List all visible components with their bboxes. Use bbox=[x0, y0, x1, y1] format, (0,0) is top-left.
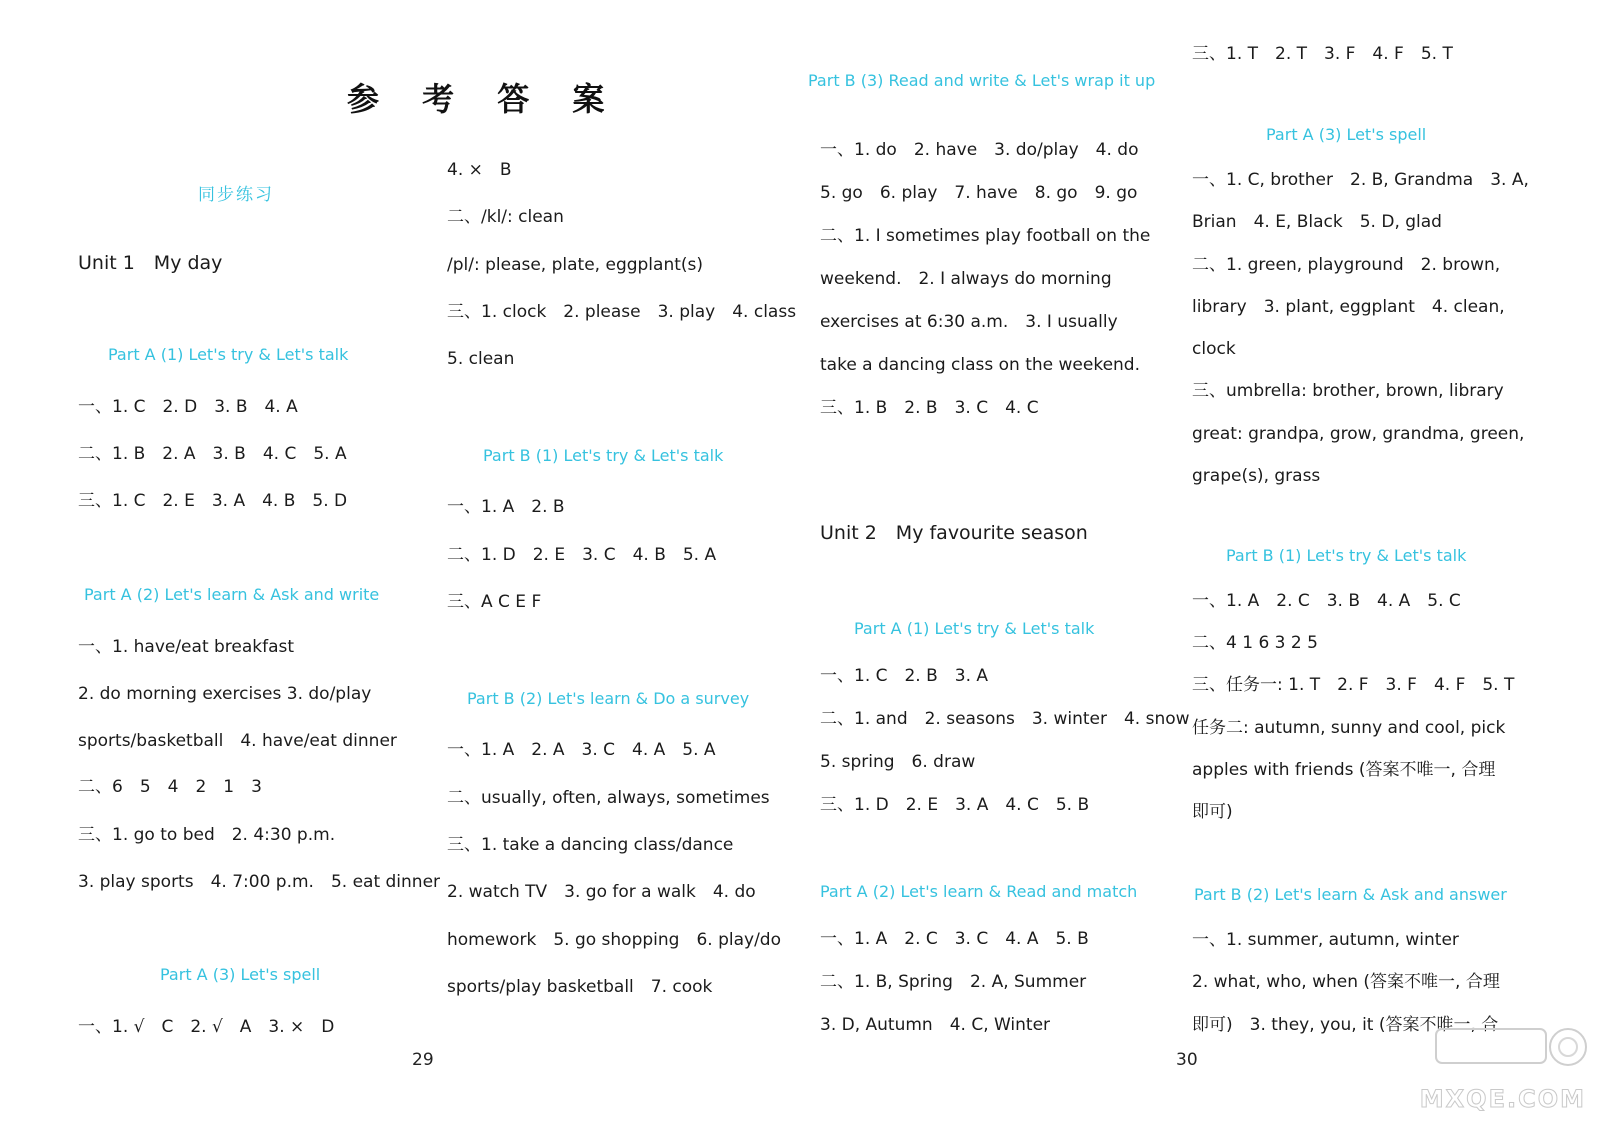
answer-line: 2. what, who, when (答案不唯一, 合理 bbox=[1192, 972, 1500, 992]
answer-line: great: grandpa, grow, grandma, green, bbox=[1192, 424, 1525, 444]
answer-line: exercises at 6:30 a.m. 3. I usually bbox=[820, 312, 1118, 332]
answer-line: 3. play sports 4. 7:00 p.m. 5. eat dinner bbox=[78, 872, 441, 892]
section-header: Part B (1) Let's try & Let's talk bbox=[1226, 546, 1467, 565]
answer-line: 二、1. D 2. E 3. C 4. B 5. A bbox=[447, 545, 717, 565]
answer-line: 任务二: autumn, sunny and cool, pick bbox=[1192, 718, 1506, 738]
answer-line: sports/play basketball 7. cook bbox=[447, 977, 713, 997]
answer-line: 一、1. C, brother 2. B, Grandma 3. A, bbox=[1192, 170, 1529, 190]
answer-line: take a dancing class on the weekend. bbox=[820, 355, 1141, 375]
answer-line: 4. × B bbox=[447, 160, 512, 180]
answer-line: 三、A C E F bbox=[447, 592, 542, 612]
page-title: 参 考 答 案 bbox=[347, 80, 621, 118]
answer-line: weekend. 2. I always do morning bbox=[820, 269, 1112, 289]
answer-line: 二、6 5 4 2 1 3 bbox=[78, 777, 262, 797]
answer-line: library 3. plant, eggplant 4. clean, bbox=[1192, 297, 1505, 317]
section-header: Part A (2) Let's learn & Ask and write bbox=[84, 585, 380, 604]
answer-line: 二、1. and 2. seasons 3. winter 4. snow bbox=[820, 709, 1190, 729]
answer-line: 二、4 1 6 3 2 5 bbox=[1192, 633, 1318, 653]
page-number-left: 29 bbox=[412, 1050, 434, 1070]
answer-line: 二、usually, often, always, sometimes bbox=[447, 788, 770, 808]
answer-line: 一、1. A 2. B bbox=[447, 497, 565, 517]
answer-line: 2. do morning exercises 3. do/play bbox=[78, 684, 372, 704]
answer-line: 2. watch TV 3. go for a walk 4. do bbox=[447, 882, 756, 902]
column-4 bbox=[1192, 0, 1532, 1121]
answer-line: 一、1. A 2. C 3. B 4. A 5. C bbox=[1192, 591, 1461, 611]
answer-line: 一、1. A 2. C 3. C 4. A 5. B bbox=[820, 929, 1089, 949]
answer-line: 二、1. B, Spring 2. A, Summer bbox=[820, 972, 1087, 992]
answer-line: grape(s), grass bbox=[1192, 466, 1321, 486]
answer-line: Brian 4. E, Black 5. D, glad bbox=[1192, 212, 1442, 232]
answer-line: 3. D, Autumn 4. C, Winter bbox=[820, 1015, 1051, 1035]
answer-line: 二、1. green, playground 2. brown, bbox=[1192, 255, 1501, 275]
unit-1-heading: Unit 1 My day bbox=[78, 252, 223, 274]
answer-line: 二、1. B 2. A 3. B 4. C 5. A bbox=[78, 444, 347, 464]
column-3 bbox=[808, 0, 1190, 1121]
section-header: Part B (2) Let's learn & Do a survey bbox=[467, 689, 750, 708]
answer-line: 一、1. have/eat breakfast bbox=[78, 637, 295, 657]
section-header: Part A (1) Let's try & Let's talk bbox=[854, 619, 1095, 638]
answer-line: 二、1. I sometimes play football on the bbox=[820, 226, 1151, 246]
unit-2-heading: Unit 2 My favourite season bbox=[820, 522, 1088, 544]
answer-line: 三、1. D 2. E 3. A 4. C 5. B bbox=[820, 795, 1090, 815]
answer-line: 5. clean bbox=[447, 349, 515, 369]
answer-line: 三、umbrella: brother, brown, library bbox=[1192, 381, 1504, 401]
answer-line: 三、任务一: 1. T 2. F 3. F 4. F 5. T bbox=[1192, 675, 1515, 695]
answer-line: 5. spring 6. draw bbox=[820, 752, 976, 772]
section-header: Part A (3) Let's spell bbox=[1266, 125, 1427, 144]
answer-line: 三、1. go to bed 2. 4:30 p.m. bbox=[78, 825, 336, 845]
answer-line: 一、1. do 2. have 3. do/play 4. do bbox=[820, 140, 1139, 160]
answer-line: 5. go 6. play 7. have 8. go 9. go bbox=[820, 183, 1138, 203]
section-header: Part B (3) Read and write & Let's wrap it up bbox=[808, 71, 1156, 90]
answer-line: 即可) 3. they, you, it (答案不唯一, 合 bbox=[1192, 1015, 1499, 1035]
watermark bbox=[1419, 1023, 1590, 1113]
column-2 bbox=[447, 0, 797, 1121]
page-number-right: 30 bbox=[1176, 1050, 1198, 1070]
answer-line: 一、1. C 2. B 3. A bbox=[820, 666, 989, 686]
answer-line: 一、1. A 2. A 3. C 4. A 5. A bbox=[447, 740, 716, 760]
answer-line: 二、/kl/: clean bbox=[447, 207, 564, 227]
watermark-site: MXQE.COM bbox=[1419, 1085, 1586, 1113]
answer-line: 三、1. B 2. B 3. C 4. C bbox=[820, 398, 1039, 418]
answer-line: 三、1. T 2. T 3. F 4. F 5. T bbox=[1192, 44, 1453, 64]
answer-line: 一、1. summer, autumn, winter bbox=[1192, 930, 1459, 950]
section-header: Part B (2) Let's learn & Ask and answer bbox=[1194, 885, 1507, 904]
section-header: Part A (2) Let's learn & Read and match bbox=[820, 882, 1138, 901]
answer-line: 即可) bbox=[1192, 802, 1233, 822]
answer-line: /pl/: please, plate, eggplant(s) bbox=[447, 255, 704, 275]
section-header: Part A (3) Let's spell bbox=[160, 965, 321, 984]
section-header: Part B (1) Let's try & Let's talk bbox=[483, 446, 724, 465]
answer-line: apples with friends (答案不唯一, 合理 bbox=[1192, 760, 1496, 780]
answer-line: sports/basketball 4. have/eat dinner bbox=[78, 731, 397, 751]
answer-line: 一、1. C 2. D 3. B 4. A bbox=[78, 397, 298, 417]
section-header: Part A (1) Let's try & Let's talk bbox=[108, 345, 349, 364]
watermark-logo bbox=[1430, 1023, 1590, 1071]
answer-line: 三、1. take a dancing class/dance bbox=[447, 835, 734, 855]
answer-line: 三、1. C 2. E 3. A 4. B 5. D bbox=[78, 491, 348, 511]
section-label: 同步练习 bbox=[198, 185, 274, 205]
answer-line: clock bbox=[1192, 339, 1236, 359]
answer-line: 三、1. clock 2. please 3. play 4. class bbox=[447, 302, 797, 322]
answer-line: 一、1. √ C 2. √ A 3. × D bbox=[78, 1017, 335, 1037]
answer-line: homework 5. go shopping 6. play/do bbox=[447, 930, 781, 950]
